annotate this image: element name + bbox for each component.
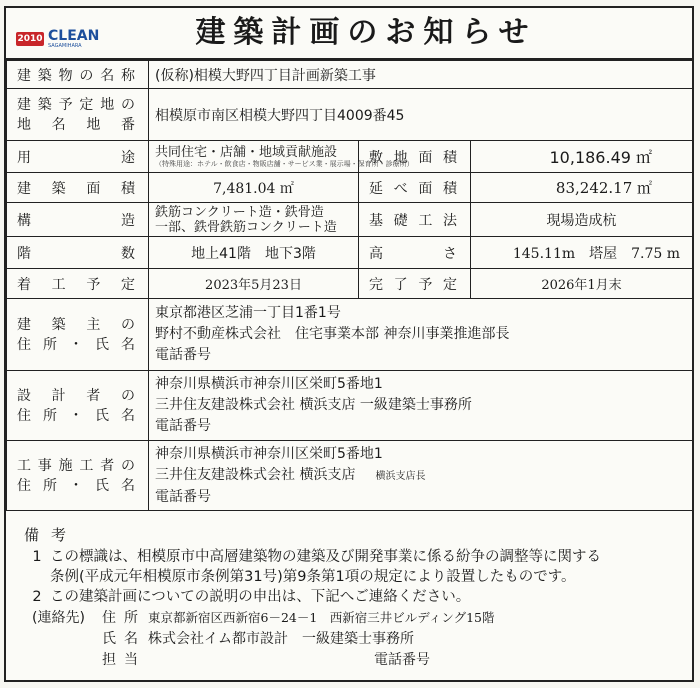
contractor-name-line [155, 465, 686, 487]
contractor-address: 神奈川県横浜市神奈川区栄町5番地1 [155, 445, 383, 462]
contact-label: (連絡先) [32, 610, 85, 626]
contractor-stamp: 横浜支店長 [375, 470, 426, 482]
foundation-label: 基礎工法 [359, 203, 471, 237]
building-area-label: 建築面積 [7, 173, 149, 203]
notice-board [4, 6, 694, 682]
owner-label-1: 建築主の [17, 316, 138, 333]
contractor-phone: 電話番号 [155, 488, 211, 505]
row-site [7, 89, 693, 141]
header [6, 8, 692, 60]
site-area-value: 10,186.49 ㎡ [471, 141, 693, 173]
row-floors [7, 237, 693, 269]
contact-address-key: 住所 [102, 610, 146, 626]
notes-title: 備考 [24, 526, 79, 544]
contractor-value [149, 441, 693, 511]
designer-label-2: 住所・氏名 [17, 407, 138, 424]
floor-area-label: 延べ面積 [359, 173, 471, 203]
name-value: (仮称)相模大野四丁目計画新築工事 [149, 61, 693, 89]
note-1-line-2: 条例(平成元年相模原市条例第31号)第9条第1項の規定により設置したものです。 [50, 569, 576, 585]
note-1-line-1 [24, 547, 674, 567]
contact-address-line [24, 607, 674, 629]
start-label: 着工予定 [7, 269, 149, 299]
floors-value: 地上41階 地下3階 [149, 237, 359, 269]
row-schedule [7, 269, 693, 299]
site-label-2: 地名地番 [17, 116, 138, 133]
note-1-text-1: この標識は、相模原市中高層建築物の建築及び開発事業に係る紛争の調整等に関する [50, 549, 601, 565]
contractor-label [7, 441, 149, 511]
note-2-text-1: この建築計画についての説明の申出は、下記へご連絡ください。 [50, 589, 471, 605]
designer-label [7, 371, 149, 441]
floors-label: 階数 [7, 237, 149, 269]
row-owner [7, 299, 693, 371]
logo [14, 28, 106, 50]
building-area-value: 7,481.04 ㎡ [149, 173, 359, 203]
logo-brand: CLEAN [48, 28, 100, 44]
row-structure [7, 203, 693, 237]
structure-value-1: 鉄筋コンクリート造・鉄骨造 [155, 204, 324, 220]
site-area-label: 敷地面積 [359, 141, 471, 173]
site-value: 相模原市南区相模大野四丁目4009番45 [149, 89, 693, 141]
designer-value [149, 371, 693, 441]
contact-person-key: 担当 [102, 652, 146, 668]
row-contractor [7, 441, 693, 511]
logo-sub: SAGAMIHARA [48, 43, 82, 49]
designer-phone: 電話番号 [155, 418, 211, 434]
info-table [6, 60, 693, 511]
use-cell [149, 141, 414, 173]
name-label: 建築物の名称 [7, 61, 149, 89]
contact-name-key: 氏名 [102, 631, 146, 647]
contact-phone-key: 電話番号 [374, 652, 430, 668]
contact-name-line [24, 629, 674, 650]
structure-cell [149, 203, 359, 237]
note-2-line-1 [24, 587, 674, 607]
note-1-number: 1 [32, 549, 42, 565]
row-use [7, 141, 693, 173]
contact-name-value: 株式会社イム都市設計 一級建築士事務所 [148, 631, 414, 647]
row-designer [7, 371, 693, 441]
use-value: 共同住宅・店舗・地域貢献施設 [155, 145, 338, 160]
logo-year: 2010 [17, 34, 43, 44]
notes [6, 520, 692, 680]
height-value: 145.11m 塔屋 7.75 m [471, 237, 693, 269]
height-label: 高さ [359, 237, 471, 269]
contractor-label-1: 工事施工者の [17, 457, 138, 474]
site-label-1: 建築予定地の [17, 96, 138, 113]
designer-label-1: 設計者の [17, 387, 138, 404]
use-note: （特殊用途：ホテル・飲食店・物販店舗・サービス業・展示場・保育所・診療所） [155, 160, 414, 168]
owner-address: 東京都港区芝浦一丁目1番1号 [155, 305, 341, 321]
owner-label-2: 住所・氏名 [17, 336, 138, 353]
designer-address: 神奈川県横浜市神奈川区栄町5番地1 [155, 376, 383, 392]
row-name [7, 61, 693, 89]
row-area [7, 173, 693, 203]
contact-person-line [24, 650, 674, 671]
contractor-label-2: 住所・氏名 [17, 477, 138, 494]
owner-label [7, 299, 149, 371]
finish-label: 完了予定 [359, 269, 471, 299]
note-2-number: 2 [32, 589, 42, 605]
owner-name: 野村不動産株式会社 住宅事業本部 神奈川事業推進部長 [155, 326, 510, 342]
owner-value [149, 299, 693, 371]
use-label: 用途 [7, 141, 149, 173]
contact-address-value: 東京都新宿区西新宿6－24－1 西新宿三井ビルディング15階 [148, 610, 495, 625]
page-title: 建築計画のお知らせ [195, 15, 537, 50]
contractor-name: 三井住友建設株式会社 横浜支店 [155, 466, 356, 483]
site-label [7, 89, 149, 141]
structure-label: 構造 [7, 203, 149, 237]
start-value: 2023年5月23日 [149, 269, 359, 299]
designer-name: 三井住友建設株式会社 横浜支店 一級建築士事務所 [155, 397, 472, 413]
foundation-value: 現場造成杭 [471, 203, 693, 237]
structure-value-2: 一部、鉄骨鉄筋コンクリート造 [155, 219, 337, 235]
finish-value: 2026年1月末 [471, 269, 693, 299]
owner-phone: 電話番号 [155, 347, 211, 363]
floor-area-value: 83,242.17 ㎡ [471, 173, 693, 203]
